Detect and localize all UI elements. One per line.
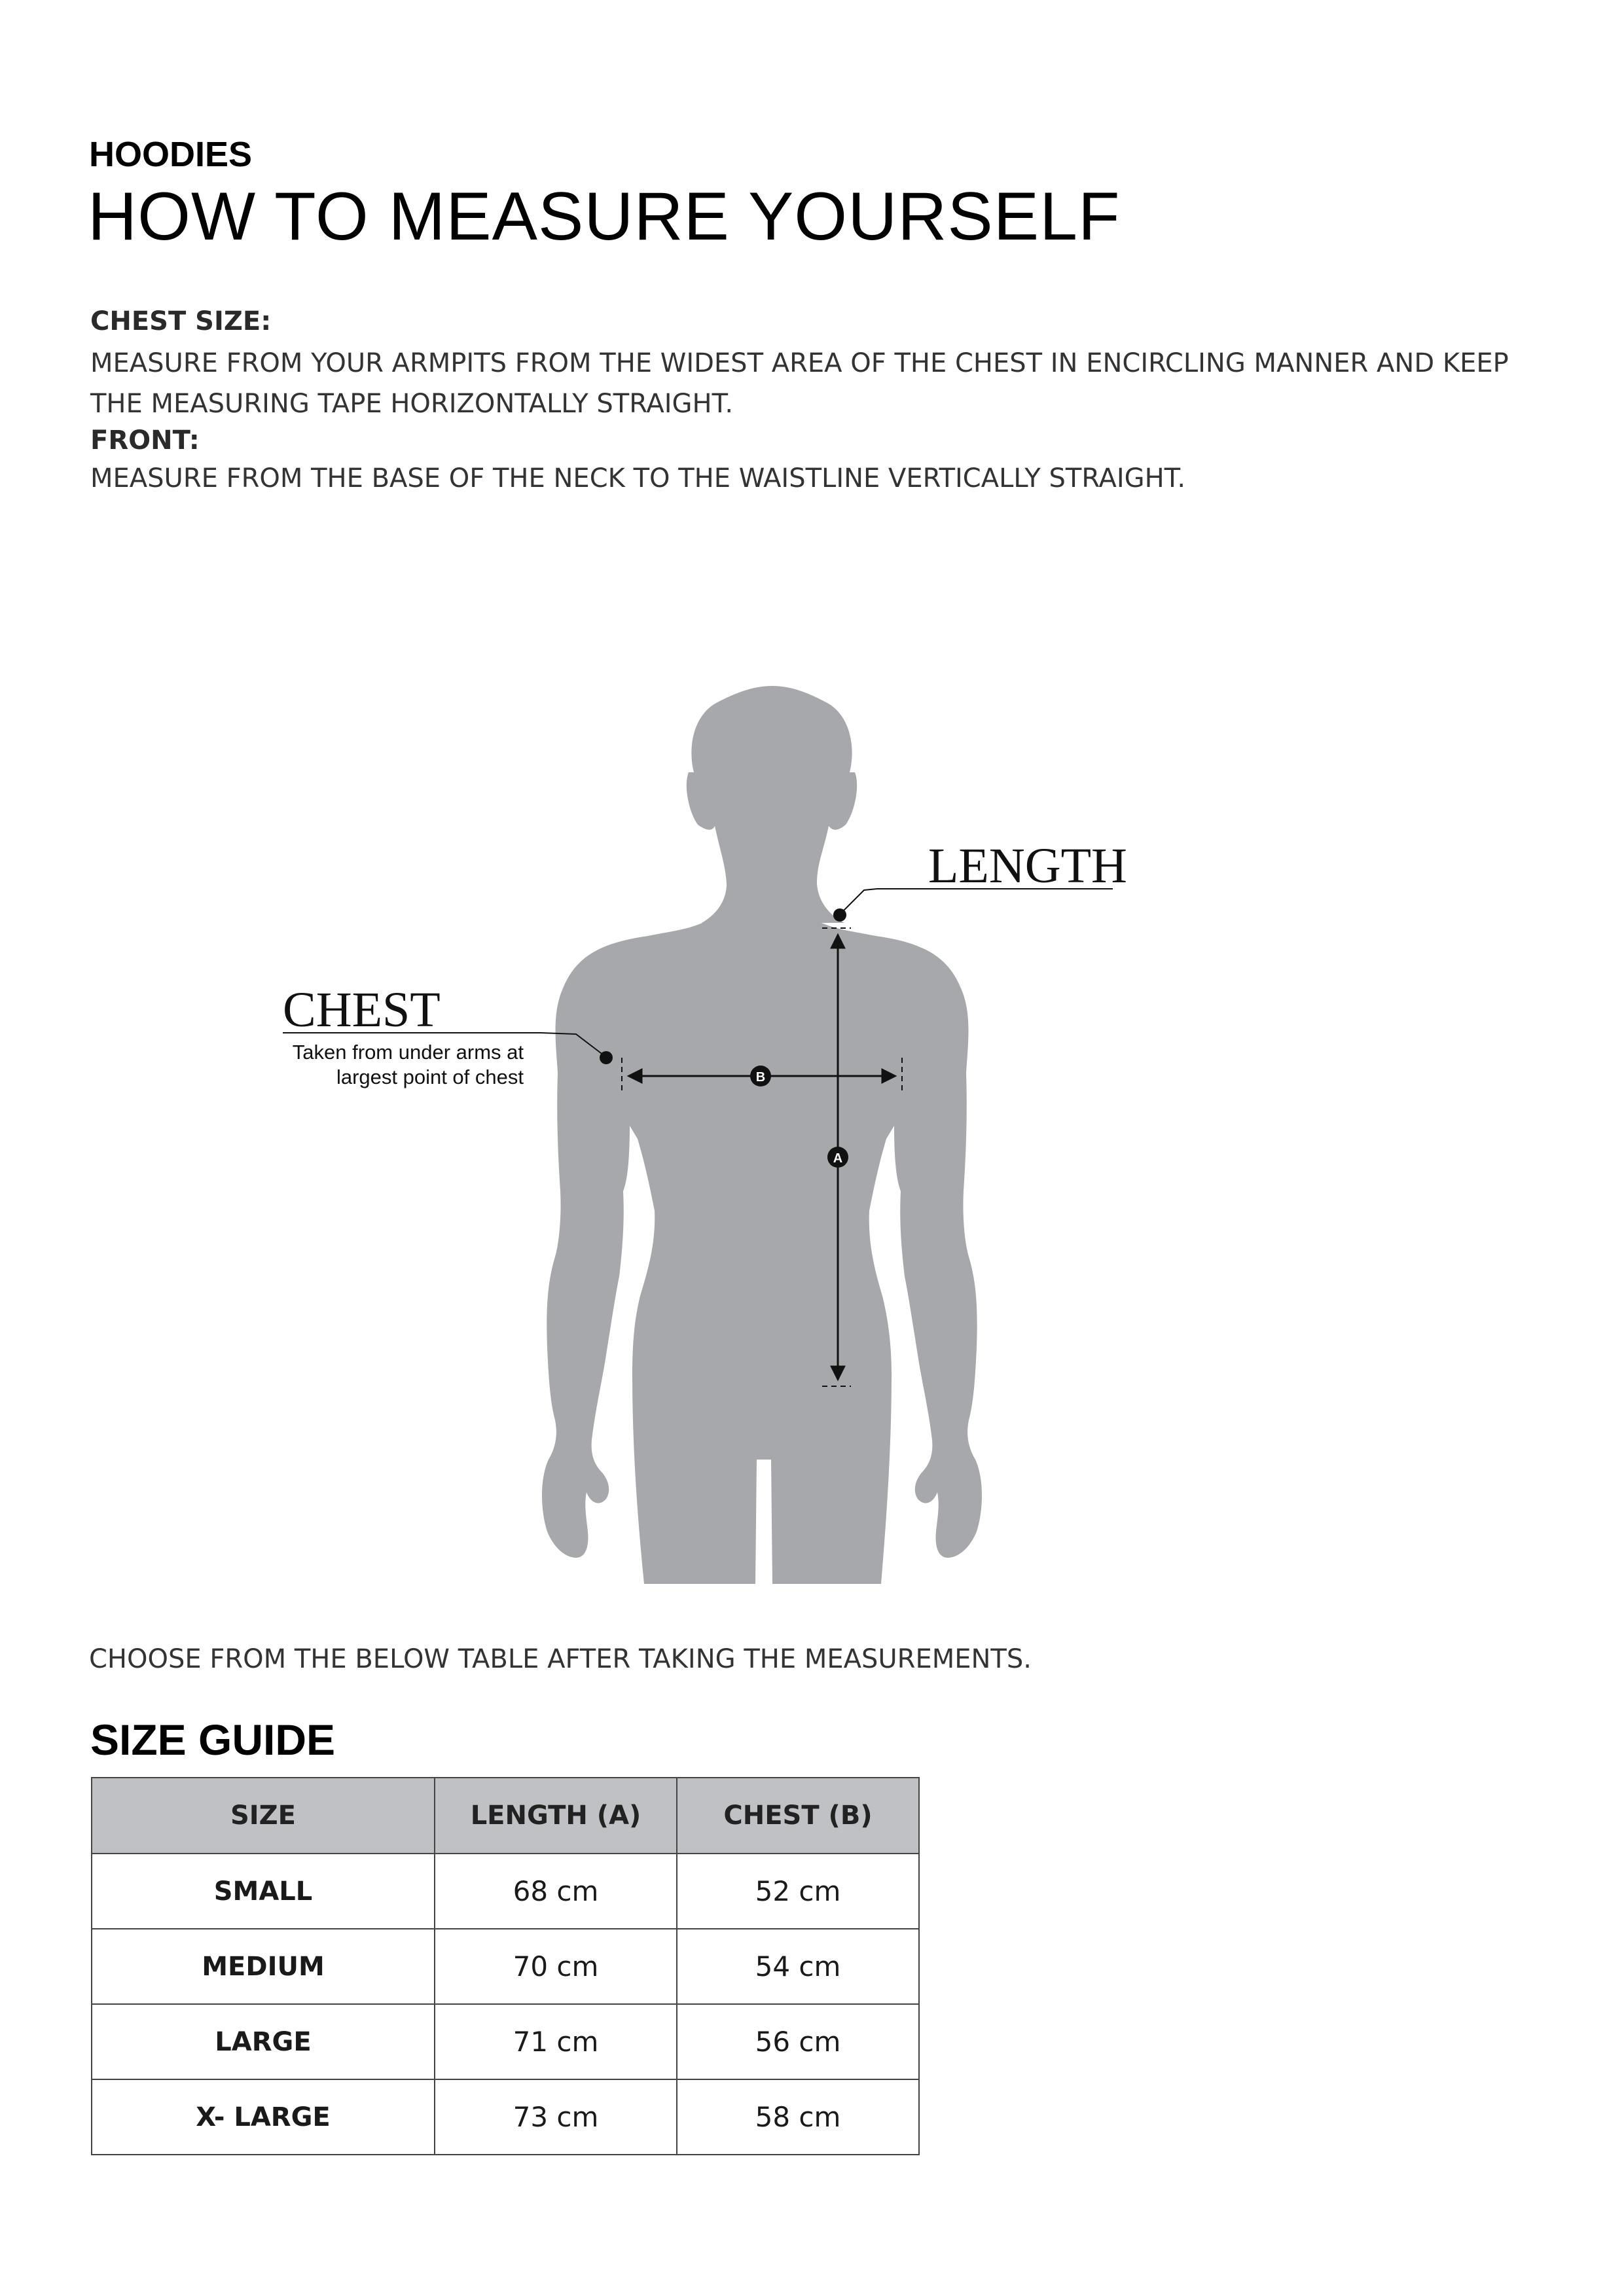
front-heading: FRONT: <box>90 425 200 456</box>
size-cell: LARGE <box>92 2004 435 2079</box>
chest-note-line1: Taken from under arms at <box>292 1041 524 1064</box>
chest-cell: 54 cm <box>677 1929 919 2004</box>
table-row <box>92 2079 919 2155</box>
length-label: LENGTH <box>928 838 1127 893</box>
size-cell: MEDIUM <box>92 1929 435 2004</box>
category-label: HOODIES <box>89 135 253 174</box>
length-cell: 73 cm <box>435 2079 677 2155</box>
table-row <box>92 1854 919 1929</box>
chest-size-heading: CHEST SIZE: <box>90 306 272 336</box>
size-guide-table <box>91 1777 920 2155</box>
length-cell: 71 cm <box>435 2004 677 2079</box>
marker-a-label: A <box>833 1151 843 1166</box>
length-leader-line <box>842 889 877 912</box>
chest-note-line2: largest point of chest <box>336 1066 524 1088</box>
table-header-row <box>92 1778 919 1854</box>
body-silhouette <box>542 686 982 1584</box>
chest-cell: 58 cm <box>677 2079 919 2155</box>
table-row <box>92 2004 919 2079</box>
length-cell: 70 cm <box>435 1929 677 2004</box>
size-cell: X- LARGE <box>92 2079 435 2155</box>
length-start-dot <box>833 908 846 922</box>
chest-start-dot <box>600 1051 613 1064</box>
chest-size-instruction: MEASURE FROM YOUR ARMPITS FROM THE WIDEST AREA OF THE CHEST IN ENCIRCLING MANNER AND KEEP THE MEASURING TAPE HORIZONTALLY STRAIGHT. <box>90 348 1509 419</box>
column-header-chest: CHEST (B) <box>677 1778 919 1854</box>
length-cell: 68 cm <box>435 1854 677 1929</box>
marker-b-label: B <box>755 1070 766 1085</box>
size-guide-title: SIZE GUIDE <box>90 1715 336 1764</box>
page-title: HOW TO MEASURE YOURSELF <box>88 179 1121 255</box>
column-header-length: LENGTH (A) <box>435 1778 677 1854</box>
column-header-size: SIZE <box>92 1778 435 1854</box>
chest-cell: 56 cm <box>677 2004 919 2079</box>
front-instruction: MEASURE FROM THE BASE OF THE NECK TO THE WAISTLINE VERTICALLY STRAIGHT. <box>90 463 1186 493</box>
chest-cell: 52 cm <box>677 1854 919 1929</box>
chest-label: CHEST <box>283 982 441 1037</box>
table-row <box>92 1929 919 2004</box>
choose-instruction: CHOOSE FROM THE BELOW TABLE AFTER TAKING THE MEASUREMENTS. <box>89 1644 1032 1674</box>
size-cell: SMALL <box>92 1854 435 1929</box>
